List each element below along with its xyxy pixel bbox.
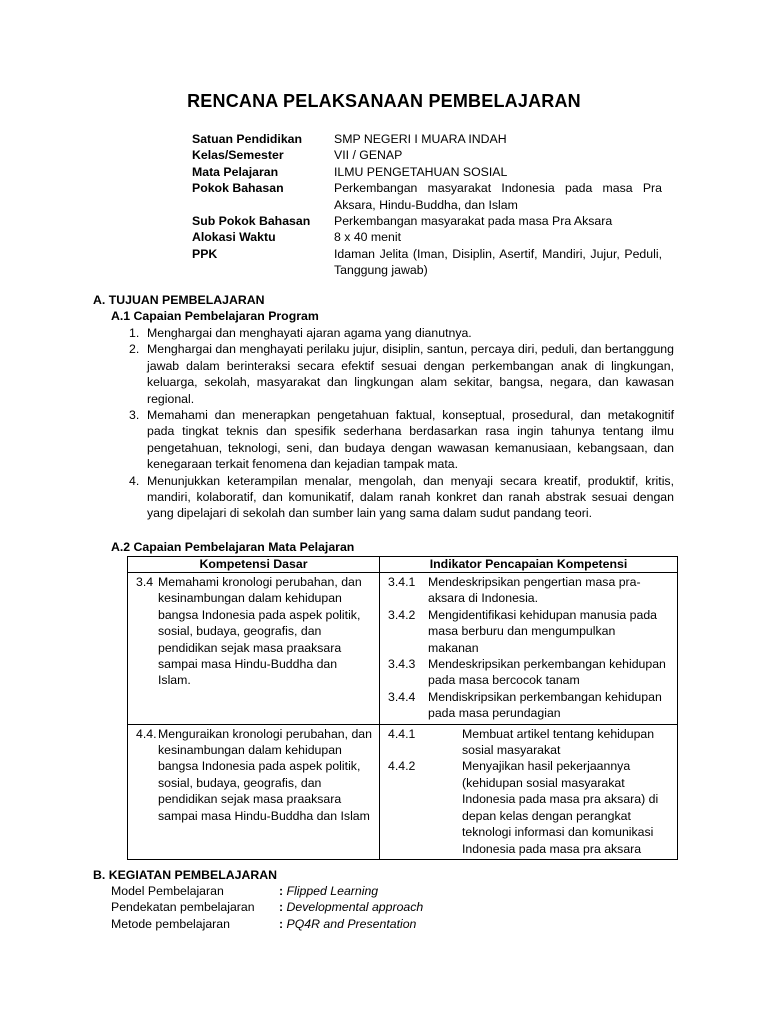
list-item-text: Menghargai dan menghayati perilaku jujur, disiplin, santun, percaya diri, peduli, dan bertanggung jawab dalam berinteraksi secara efektif sesuai dengan perkembangan anak di lingkungan, keluarga, sekolah, masyarakat dan lingkungan alam sekitar, bangsa, negara, dan kawasan regional. xyxy=(147,342,674,406)
indicator-text: Menyajikan hasil pekerjaannya (kehidupan sosial masyarakat Indonesia pada masa pra aksara) di depan kelas dengan perangkat teknologi informasi dan komunikasi Indonesia pada masa pra aksara xyxy=(462,759,659,856)
list-item-number: 3. xyxy=(129,408,140,423)
list-item-text: Menghargai dan menghayati ajaran agama yang dianutnya. xyxy=(147,326,472,340)
indicator-number: 3.4.2 xyxy=(388,607,416,622)
table-row xyxy=(128,573,678,725)
activity-row xyxy=(111,916,423,932)
indicator-item xyxy=(388,726,672,759)
indicator-text: Mengidentifikasi kehidupan manusia pada masa berburu dan mengumpulkan makanan xyxy=(428,607,658,655)
a2-heading: A.2 Capaian Pembelajaran Mata Pelajaran xyxy=(111,540,355,554)
table-header-indikator: Indikator Pencapaian Kompetensi xyxy=(380,557,678,573)
activity-label: Pendekatan pembelajaran xyxy=(111,900,255,915)
identity-label: PPK xyxy=(192,246,218,261)
indicator-text: Membuat artikel tentang kehidupan sosial masyarakat xyxy=(462,726,655,758)
list-item-number: 2. xyxy=(129,342,140,357)
activity-row xyxy=(111,883,423,899)
indicator-item xyxy=(388,758,672,856)
identity-row xyxy=(192,131,672,147)
activity-value: PQ4R and Presentation xyxy=(286,916,417,931)
page-title: RENCANA PELAKSANAAN PEMBELAJARAN xyxy=(187,91,581,111)
list-item xyxy=(129,325,674,341)
kd-cell xyxy=(128,573,380,725)
identity-row xyxy=(192,180,672,213)
identity-row xyxy=(192,229,672,245)
identity-label: Kelas/Semester xyxy=(192,148,284,163)
identity-label: Pokok Bahasan xyxy=(192,181,284,196)
list-item xyxy=(129,407,674,473)
a1-heading: A.1 Capaian Pembelajaran Program xyxy=(111,309,319,323)
indicator-item xyxy=(388,607,672,656)
kd-text: Memahami kronologi perubahan, dan kesinambungan dalam kehidupan bangsa Indonesia pada aspek politik, sosial, budaya, geografis, dan pendidikan sejak masa praaksara sampai masa Hindu-Buddha dan Islam. xyxy=(158,575,362,688)
a1-list xyxy=(129,325,674,522)
competency-table xyxy=(127,556,678,860)
kd-text: Menguraikan kronologi perubahan, dan kesinambungan dalam kehidupan bangsa Indonesia pada aspek politik, sosial, budaya, geografis, dan pendidikan sejak masa praaksara sampai masa Hindu-Buddha dan Islam xyxy=(158,726,372,823)
table-header-row xyxy=(128,557,678,573)
table-row xyxy=(128,724,678,859)
list-item-number: 1. xyxy=(129,326,140,340)
learning-activities xyxy=(111,883,423,932)
activity-row xyxy=(111,899,423,915)
list-item-text: Memahami dan menerapkan pengetahuan faktual, konseptual, prosedural, dan metakognitif pada tingkat teknis dan spesifik sederhana berdasarkan rasa ingin tahunya tentang ilmu pengetahuan, teknologi, seni, dan budaya dengan wawasan kemanusiaan, kebangsaan, dan kenegaraan terkait fenomena dan kejadian tampak mata. xyxy=(147,408,674,472)
separator: : xyxy=(279,916,287,931)
activity-label: Model Pembelajaran xyxy=(111,884,224,898)
indicator-number: 4.4.2 xyxy=(388,759,416,774)
identity-row xyxy=(192,246,672,279)
identity-value: SMP NEGERI I MUARA INDAH xyxy=(334,132,507,146)
indicator-number: 3.4.4 xyxy=(388,689,416,704)
identity-value: ILMU PENGETAHUAN SOSIAL xyxy=(334,164,508,179)
section-a-heading: A. TUJUAN PEMBELAJARAN xyxy=(93,293,265,307)
kd-number: 3.4 xyxy=(136,575,154,589)
identity-value: Perkembangan masyarakat pada masa Pra Aksara xyxy=(334,214,613,229)
indicator-item xyxy=(388,656,672,689)
list-item-number: 4. xyxy=(129,473,140,488)
identity-value: VII / GENAP xyxy=(334,148,403,163)
identity-label: Satuan Pendidikan xyxy=(192,132,303,146)
indicator-item xyxy=(388,689,672,722)
indicator-text: Mendeskripsikan perkembangan kehidupan pada masa bercocok tanam xyxy=(428,657,666,688)
table-header-kompetensi: Kompetensi Dasar xyxy=(128,557,380,573)
kd-cell xyxy=(128,724,380,859)
separator: : xyxy=(279,900,287,915)
indicator-text: Mendiskripsikan perkembangan kehidupan pada masa perundagian xyxy=(428,689,662,721)
indicator-text: Mendeskripsikan pengertian masa pra-aksara di Indonesia. xyxy=(428,575,641,606)
list-item-text: Menunjukkan keterampilan menalar, mengolah, dan menyaji secara kreatif, produktif, kritis, mandiri, kolaboratif, dan komunikatif, dalam ranah konkret dan ranah abstrak sesuai dengan yang dipelajari di sekolah dan sumber lain yang sama dalam sudut pandang teori. xyxy=(147,473,674,521)
activity-label: Metode pembelajaran xyxy=(111,916,230,931)
indicator-cell xyxy=(380,573,678,725)
indicator-number: 4.4.1 xyxy=(388,726,416,741)
identity-value: Perkembangan masyarakat Indonesia pada masa Pra Aksara, Hindu-Buddha, dan Islam xyxy=(334,181,662,212)
identity-row xyxy=(192,164,672,180)
identity-value: 8 x 40 menit xyxy=(334,230,401,245)
identity-label: Alokasi Waktu xyxy=(192,230,276,245)
activity-value: Developmental approach xyxy=(286,900,424,915)
list-item xyxy=(129,473,674,522)
kd-number: 4.4. xyxy=(136,726,157,741)
identity-label: Sub Pokok Bahasan xyxy=(192,214,311,229)
indicator-item xyxy=(388,574,672,607)
indicator-cell xyxy=(380,724,678,859)
section-b-heading: B. KEGIATAN PEMBELAJARAN xyxy=(93,868,278,882)
identity-row xyxy=(192,213,672,229)
indicator-number: 3.4.1 xyxy=(388,575,416,589)
identity-value: Idaman Jelita (Iman, Disiplin, Asertif, Mandiri, Jujur, Peduli, Tanggung jawab) xyxy=(334,246,662,278)
separator: : xyxy=(279,884,287,898)
activity-value: Flipped Learning xyxy=(286,884,379,898)
identity-row xyxy=(192,147,672,163)
identity-block xyxy=(192,131,672,279)
indicator-number: 3.4.3 xyxy=(388,657,416,672)
list-item xyxy=(129,341,674,407)
identity-label: Mata Pelajaran xyxy=(192,164,279,179)
